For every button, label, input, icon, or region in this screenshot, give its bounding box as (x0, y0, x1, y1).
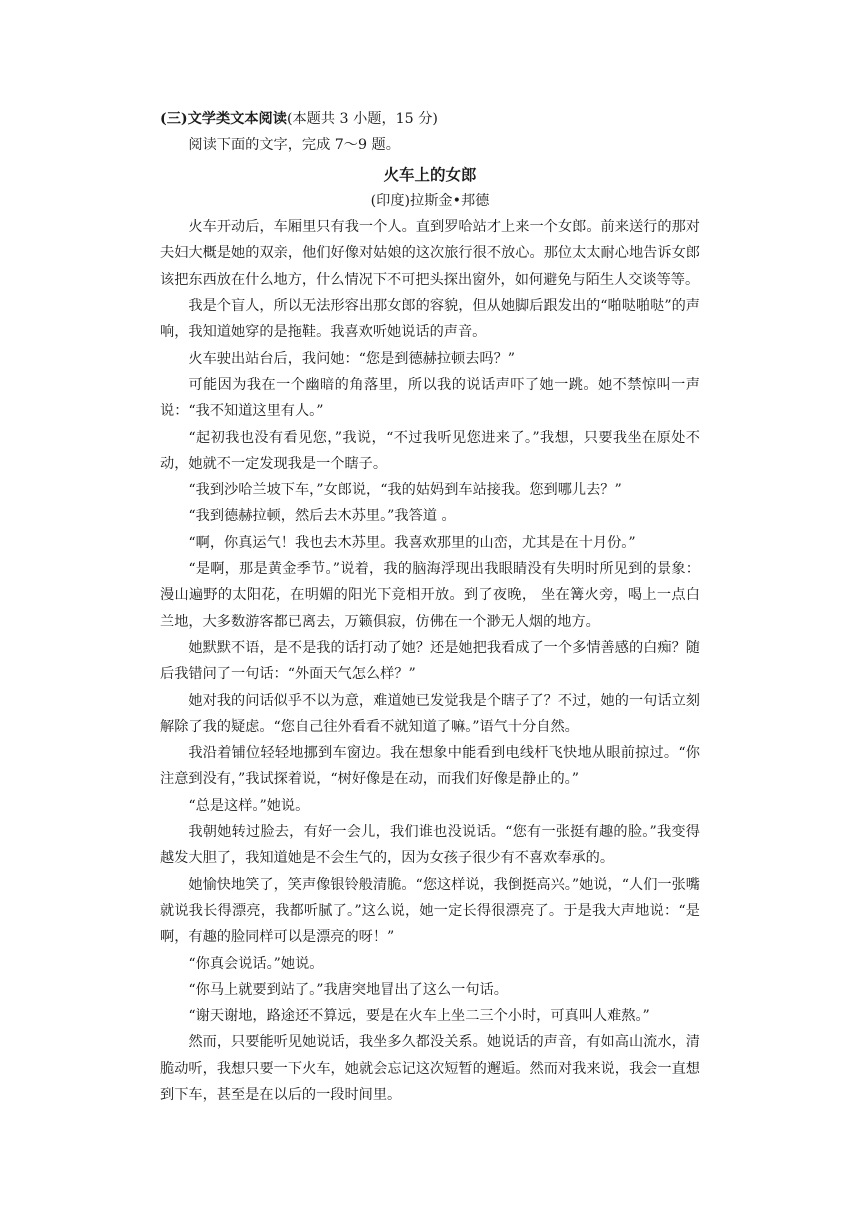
paragraph: “啊，你真运气！我也去木苏里。我喜欢那里的山峦，尤其是在十月份。” (188, 534, 636, 551)
section-heading: (三)文学类文本阅读 (160, 111, 287, 127)
paragraph: 然而，只要能听见她说话，我坐多久都没关系。她说话的声音，有如高山流水，清脆动听，我想只要一下火车，她就会忘记这次短暂的邂逅。然而对我来说，我会一直想到下车，甚至是在以后的一段时间里。 (160, 1034, 700, 1103)
paragraph: “起初我也没有看见您，”我说，“不过我听见您进来了。”我想，只要我坐在原处不动，她就不一定发现我是一个瞎子。 (160, 429, 700, 472)
paragraph: “是啊，那是黄金季节。”说着，我的脑海浮现出我眼睛没有失明时所见到的景象：漫山遍野的太阳花，在明媚的阳光下竞相开放。到了夜晚， 坐在篝火旁，喝上一点白兰地，大多数游客都已离去，万籁俱寂，仿佛在一个渺无人烟的地方。 (160, 561, 700, 630)
paragraph: 可能因为我在一个幽暗的角落里，所以我的说话声吓了她一跳。她不禁惊叫一声说：“我不知道这里有人。” (160, 376, 700, 420)
article-author: (印度)拉斯金•邦德 (370, 192, 490, 209)
paragraph: 她默默不语，是不是我的话打动了她？还是她把我看成了一个多情善感的白痴？随后我错问了一句话：“外面天气怎么样？” (160, 639, 700, 683)
paragraph: 我是个盲人，所以无法形容出那女郎的容貌，但从她脚后跟发出的“啪哒啪哒”的声响，我知道她穿的是拖鞋。我喜欢听她说话的声音。 (160, 298, 700, 341)
paragraph: 我沿着铺位轻轻地挪到车窗边。我在想象中能看到电线杆飞快地从眼前掠过。“你注意到没有，”我试探着说，“树好像是在动，而我们好像是静止的。” (160, 745, 700, 788)
paragraph: “你真会说话。”她说。 (188, 955, 324, 972)
document-body (160, 106, 700, 1108)
paragraph: 她愉快地笑了，笑声像银铃般清脆。“您这样说，我倒挺高兴。”她说，“人们一张嘴就说我长得漂亮，我都听腻了。”这么说，她一定长得很漂亮了。于是我大声地说：“是啊，有趣的脸同样可以是漂亮的呀！” (160, 876, 700, 946)
article-title: 火车上的女郎 (383, 165, 477, 184)
paragraph: 她对我的问话似乎不以为意，难道她已发觉我是个瞎子了？不过，她的一句话立刻解除了我的疑虑。“您自己往外看看不就知道了嘛。”语气十分自然。 (160, 692, 700, 735)
paragraph: “谢天谢地，路途还不算远，要是在火车上坐二三个小时，可真叫人难熬。” (188, 1008, 650, 1025)
paragraph: 我朝她转过脸去，有好一会儿，我们谁也没说话。“您有一张挺有趣的脸。”我变得越发大胆了，我知道她是不会生气的，因为女孩子很少有不喜欢奉承的。 (160, 824, 700, 867)
instruction: 阅读下面的文字，完成 7～9 题。 (188, 137, 400, 154)
paragraph: “总是这样。”她说。 (188, 797, 310, 814)
paragraph: “我到沙哈兰坡下车，”女郎说，“我的姑妈到车站接我。您到哪儿去？” (188, 482, 622, 499)
paragraph: 火车开动后，车厢里只有我一个人。直到罗哈站才上来一个女郎。前来送行的那对夫妇大概是她的双亲，他们好像对姑娘的这次旅行很不放心。那位太太耐心地告诉女郎该把东西放在什么地方，什么情况下不可把头探出窗外，如何避免与陌生人交谈等等。 (160, 219, 700, 288)
section-header (160, 106, 700, 132)
section-note: (本题共 3 小题，15 分) (286, 111, 438, 127)
paragraph: 火车驶出站台后，我问她：“您是到德赫拉顿去吗？” (188, 350, 516, 367)
paragraph: “我到德赫拉顿，然后去木苏里。”我答道 。 (188, 508, 456, 525)
paragraph: “你马上就要到站了。”我唐突地冒出了这么一句话。 (188, 981, 508, 998)
